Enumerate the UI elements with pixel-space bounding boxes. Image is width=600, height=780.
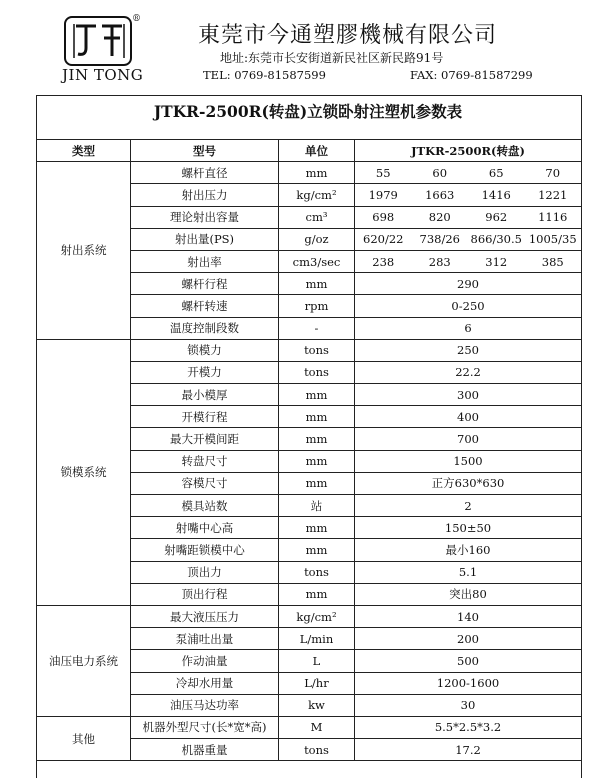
parameter-name: 理论射出容量	[131, 206, 279, 228]
parameter-unit: g/oz	[279, 228, 355, 250]
header-unit: 单位	[279, 140, 355, 162]
parameter-name: 锁模力	[131, 339, 279, 361]
parameter-unit: kg/cm²	[279, 605, 355, 627]
parameter-unit: -	[279, 317, 355, 339]
logo-mark-icon	[66, 18, 130, 64]
logo-emblem	[64, 16, 132, 66]
parameter-unit: mm	[279, 583, 355, 605]
parameter-unit: mm	[279, 539, 355, 561]
parameter-name: 螺杆行程	[131, 273, 279, 295]
parameter-name: 油压马达功率	[131, 694, 279, 716]
parameter-value: 238	[372, 254, 395, 269]
parameter-unit: mm	[279, 384, 355, 406]
header-model: 型号	[131, 140, 279, 162]
parameter-value: 290	[355, 273, 582, 295]
parameter-unit: mm	[279, 162, 355, 184]
parameter-unit: rpm	[279, 295, 355, 317]
parameter-value: 700	[355, 428, 582, 450]
brand-name-english: JIN TONG	[62, 66, 144, 84]
parameter-unit: 站	[279, 495, 355, 517]
parameter-name: 最小模厚	[131, 384, 279, 406]
company-logo	[62, 14, 142, 88]
company-name: 東莞市今通塑膠機械有限公司	[198, 23, 498, 48]
company-address: 地址:东莞市长安街道新民社区新民路91号	[220, 51, 444, 65]
parameter-name: 螺杆直径	[131, 162, 279, 184]
parameter-value: 0-250	[355, 295, 582, 317]
parameter-value: 312	[485, 254, 508, 269]
parameter-unit: tons	[279, 339, 355, 361]
parameter-name: 射嘴中心高	[131, 517, 279, 539]
parameter-value: 65	[488, 165, 504, 180]
value-group	[355, 184, 581, 205]
value-group	[355, 162, 581, 183]
parameter-unit: mm	[279, 450, 355, 472]
parameter-value: 400	[355, 406, 582, 428]
parameter-value: 250	[355, 339, 582, 361]
table-header-row	[37, 140, 582, 162]
registered-mark: ®	[132, 14, 141, 24]
parameter-value: 1221	[538, 187, 568, 202]
parameter-name: 模具站数	[131, 495, 279, 517]
parameter-value: 60	[432, 165, 448, 180]
parameter-values	[355, 184, 582, 206]
document-title: JTKR-2500R(转盘)立锁卧射注塑机参数表	[153, 102, 463, 121]
parameter-value: 6	[355, 317, 582, 339]
parameter-values	[355, 206, 582, 228]
parameter-value: 820	[428, 210, 451, 225]
parameter-value: 30	[355, 694, 582, 716]
parameter-value: 17.2	[355, 739, 582, 761]
parameter-value: 300	[355, 384, 582, 406]
parameter-value: 2	[355, 495, 582, 517]
parameter-unit: M	[279, 716, 355, 738]
parameter-value: 1663	[425, 187, 455, 202]
parameter-unit: cm3/sec	[279, 250, 355, 272]
category-cell: 锁模系统	[37, 339, 131, 605]
parameter-value: 1416	[481, 187, 511, 202]
parameter-unit: L	[279, 650, 355, 672]
parameter-value: 738/26	[419, 232, 460, 247]
parameter-name: 机器外型尺寸(长*宽*高)	[131, 716, 279, 738]
parameter-values	[355, 250, 582, 272]
parameter-name: 射嘴距锁模中心	[131, 539, 279, 561]
parameter-value: 620/22	[363, 232, 404, 247]
parameter-unit: mm	[279, 517, 355, 539]
parameter-value: 500	[355, 650, 582, 672]
parameter-value: 5.5*2.5*3.2	[355, 716, 582, 738]
spec-table	[36, 139, 582, 761]
value-group	[355, 251, 581, 272]
parameter-name: 泵浦吐出量	[131, 628, 279, 650]
parameter-value: 698	[372, 210, 395, 225]
parameter-value: 283	[428, 254, 451, 269]
value-group	[355, 229, 581, 250]
header-type: 类型	[37, 140, 131, 162]
parameter-value: 1116	[538, 210, 568, 225]
parameter-name: 最大液压压力	[131, 605, 279, 627]
parameter-name: 温度控制段数	[131, 317, 279, 339]
parameter-name: 机器重量	[131, 739, 279, 761]
parameter-value: 866/30.5	[470, 232, 522, 247]
table-row	[37, 605, 582, 627]
parameter-value: 385	[541, 254, 564, 269]
header-machine-model: JTKR-2500R(转盘)	[355, 140, 582, 162]
parameter-name: 顶出行程	[131, 583, 279, 605]
letterhead	[0, 0, 600, 92]
parameter-value: 1200-1600	[355, 672, 582, 694]
parameter-value: 22.2	[355, 361, 582, 383]
table-row	[37, 716, 582, 738]
parameter-unit: kg/cm²	[279, 184, 355, 206]
parameter-unit: L/min	[279, 628, 355, 650]
parameter-value: 最小160	[355, 539, 582, 561]
parameter-name: 开模力	[131, 361, 279, 383]
parameter-values	[355, 228, 582, 250]
parameter-value: 1005/35	[528, 232, 577, 247]
parameter-value: 1500	[355, 450, 582, 472]
table-row	[37, 162, 582, 184]
parameter-name: 螺杆转速	[131, 295, 279, 317]
category-cell: 油压电力系统	[37, 605, 131, 716]
parameter-name: 容模尺寸	[131, 472, 279, 494]
parameter-value: 55	[375, 165, 391, 180]
parameter-value: 1979	[368, 187, 398, 202]
telephone: TEL: 0769-81587599	[203, 68, 326, 82]
parameter-name: 最大开模间距	[131, 428, 279, 450]
parameter-unit: L/hr	[279, 672, 355, 694]
parameter-unit: mm	[279, 273, 355, 295]
parameter-value: 200	[355, 628, 582, 650]
parameter-unit: tons	[279, 361, 355, 383]
parameter-value: 5.1	[355, 561, 582, 583]
parameter-values	[355, 162, 582, 184]
parameter-unit: mm	[279, 472, 355, 494]
parameter-value: 140	[355, 605, 582, 627]
parameter-name: 作动油量	[131, 650, 279, 672]
parameter-value: 70	[545, 165, 561, 180]
fax: FAX: 0769-81587299	[410, 68, 533, 82]
parameter-value: 150±50	[355, 517, 582, 539]
value-group	[355, 207, 581, 228]
parameter-name: 开模行程	[131, 406, 279, 428]
parameter-value: 962	[485, 210, 508, 225]
parameter-name: 射出率	[131, 250, 279, 272]
category-cell: 其他	[37, 716, 131, 760]
table-row	[37, 339, 582, 361]
parameter-name: 射出量(PS)	[131, 228, 279, 250]
parameter-unit: tons	[279, 739, 355, 761]
parameter-unit: cm³	[279, 206, 355, 228]
parameter-value: 突出80	[355, 583, 582, 605]
parameter-unit: mm	[279, 428, 355, 450]
parameter-name: 顶出力	[131, 561, 279, 583]
parameter-unit: kw	[279, 694, 355, 716]
parameter-name: 转盘尺寸	[131, 450, 279, 472]
category-cell: 射出系统	[37, 162, 131, 340]
parameter-unit: mm	[279, 406, 355, 428]
parameter-value: 正方630*630	[355, 472, 582, 494]
parameter-name: 冷却水用量	[131, 672, 279, 694]
parameter-unit: tons	[279, 561, 355, 583]
parameter-name: 射出压力	[131, 184, 279, 206]
